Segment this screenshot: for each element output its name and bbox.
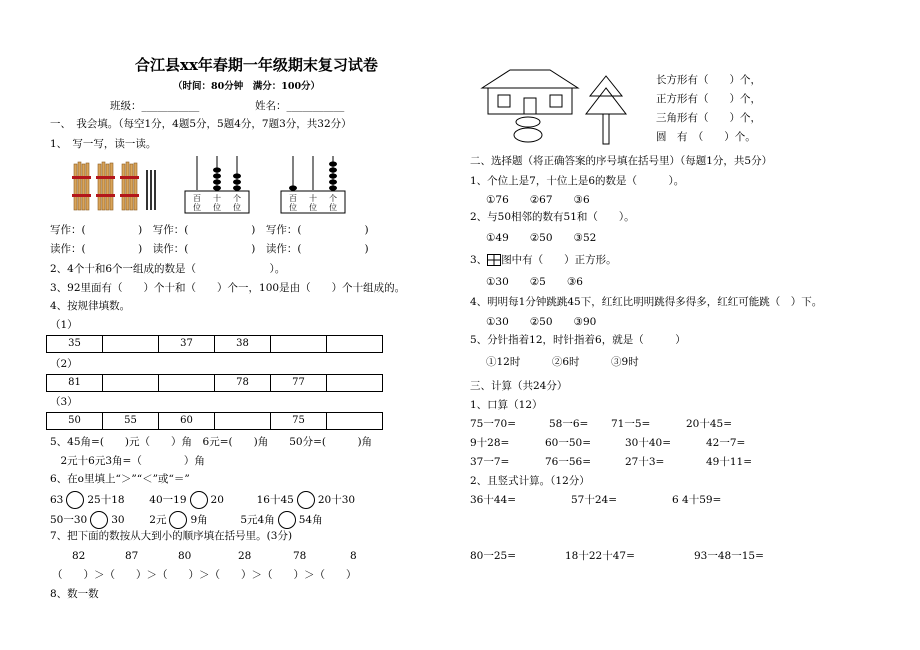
compare-left: 2元: [149, 514, 167, 526]
question-8: 8、数一数: [50, 588, 99, 600]
compare-circle[interactable]: [90, 511, 108, 529]
order-number: 82: [72, 550, 86, 562]
write-read-line: 读作：( ) 读作：( ) 读作：( ): [50, 243, 369, 255]
oral-calc-title: 1、口算（12）: [470, 399, 543, 411]
name-field: 姓名：___________: [255, 100, 345, 112]
choice-options-4[interactable]: ①30 ②50 ③90: [486, 316, 597, 328]
section-2-heading: 二、选择题（将正确答案的序号填在括号里）（每题1分，共5分）: [470, 155, 773, 167]
abacus-label: 百: [193, 194, 201, 203]
question-7: 7、把下面的数按从大到小的顺序填在括号里。(3分): [50, 530, 293, 542]
oral-calc-item: 75一70=: [470, 418, 517, 430]
sequence-label: （3）: [50, 396, 78, 408]
abacus-label: 位: [193, 203, 201, 212]
oral-calc-item: 60一50=: [545, 437, 592, 449]
choice-question-4: 4、明明每1分钟跳跳45下，红红比明明跳得多得多，红红可能跳（ ）下。: [470, 296, 823, 308]
compare-right: 20: [210, 494, 224, 506]
sequence-cell: 77: [271, 375, 327, 392]
question-3: 3、92里面有（ ）个十和（ ）个一，100是由（ ）个十组成的。: [50, 282, 406, 294]
stick-bundles-illustration: [70, 158, 162, 213]
question-1: 1、 写一写，读一读。: [50, 138, 157, 150]
vertical-calc-item: 6 4十59=: [672, 494, 722, 506]
sequence-cell[interactable]: [215, 413, 271, 430]
abacus-label: 位: [213, 203, 221, 212]
compare-left: 16十45: [256, 494, 294, 506]
abacus-1: [182, 152, 252, 214]
sequence-cell[interactable]: [103, 375, 159, 392]
sequence-label: （1）: [50, 319, 78, 331]
order-blanks[interactable]: （ ）＞（ ）＞（ ）＞（ ）＞（ ）＞（ ）: [52, 569, 357, 581]
oral-calc-item: 9十28=: [470, 437, 510, 449]
choice-question-3: [470, 254, 617, 266]
compare-circle[interactable]: [190, 491, 208, 509]
vertical-calc-item: 18十22十47=: [565, 550, 635, 562]
house-tree-figure: [478, 68, 638, 150]
sequence-cell[interactable]: [271, 336, 327, 353]
vertical-calc-item: 57十24=: [571, 494, 618, 506]
abacus-label: 十: [309, 194, 317, 203]
vertical-calc-item: 36十44=: [470, 494, 517, 506]
choice-question-3-prefix: 3、: [470, 254, 488, 266]
abacus-label: 位: [289, 203, 297, 212]
oral-calc-item: 30十40=: [625, 437, 672, 449]
page-subtitle: （时间：80分钟 满分：100分）: [173, 81, 321, 92]
compare-left: 63: [50, 494, 64, 506]
choice-question-2: 2、与50相邻的数有51和（ ）。: [470, 211, 635, 223]
shape-count-line: 圆 有 （ ）个。: [656, 131, 756, 143]
sequence-cell: 37: [159, 336, 215, 353]
choice-question-3-text: 图中有（ ）正方形。: [501, 254, 617, 266]
sequence-cell[interactable]: [327, 413, 383, 430]
choice-options-3[interactable]: ①30 ②5 ③6: [486, 276, 583, 288]
oral-calc-item: 49十11=: [706, 456, 753, 468]
abacus-label: 个: [233, 194, 241, 203]
order-number: 78: [293, 550, 307, 562]
choice-options-1[interactable]: ①76 ②67 ③6: [486, 194, 590, 206]
compare-right: 20十30: [317, 494, 356, 506]
section-3-heading: 三、计算（共24分）: [470, 380, 568, 392]
abacus-label: 位: [309, 203, 317, 212]
oral-calc-item: 71一5=: [611, 418, 651, 430]
question-4: 4、按规律填数。: [50, 300, 131, 312]
sequence-cell: 50: [47, 413, 103, 430]
abacus-label: 位: [329, 203, 337, 212]
compare-row: [50, 491, 355, 509]
sequence-table-1: [46, 335, 383, 353]
abacus-label: 位: [233, 203, 241, 212]
choice-options-5[interactable]: ①12时 ②6时 ③9时: [486, 356, 639, 368]
vertical-calc-item: 80一25=: [470, 550, 517, 562]
vertical-calc-title: 2、且竖式计算。（12分）: [470, 475, 590, 487]
oral-calc-item: 58一6=: [549, 418, 589, 430]
shape-count-line: 三角形有（ ）个，: [656, 112, 761, 124]
shape-count-line: 长方形有（ ）个，: [656, 74, 761, 86]
sequence-cell[interactable]: [103, 336, 159, 353]
compare-row: [50, 511, 323, 529]
sequence-cell: 81: [47, 375, 103, 392]
sequence-label: （2）: [50, 358, 78, 370]
sequence-table-3: [46, 412, 383, 430]
sequence-cell[interactable]: [327, 336, 383, 353]
question-2: 2、4个十和6个一组成的数是（ ）。: [50, 263, 286, 275]
section-1-heading: 一、 我会填。（每空1分，4题5分，5题4分，7题3分，共32分）: [50, 118, 352, 130]
compare-right: 30: [111, 514, 125, 526]
class-field: 班级：___________: [110, 100, 200, 112]
order-number: 80: [178, 550, 192, 562]
oral-calc-item: 37一7=: [470, 456, 510, 468]
compare-circle[interactable]: [278, 511, 296, 529]
sequence-cell: 78: [215, 375, 271, 392]
abacus-label: 百: [289, 194, 297, 203]
compare-right: 54角: [298, 514, 323, 526]
sequence-cell: 55: [103, 413, 159, 430]
vertical-calc-item: 93一48一15=: [694, 550, 764, 562]
compare-left: 5元4角: [240, 514, 275, 526]
shape-count-line: 正方形有（ ）个，: [656, 93, 761, 105]
page-title: 合江县xx年春期一年级期末复习试卷: [135, 56, 378, 74]
sequence-table-2: [46, 374, 383, 392]
choice-options-2[interactable]: ①49 ②50 ③52: [486, 232, 597, 244]
compare-circle[interactable]: [66, 491, 84, 509]
compare-right: 25十18: [87, 494, 125, 506]
compare-circle[interactable]: [169, 511, 187, 529]
order-number: 87: [125, 550, 139, 562]
question-5-line-1: 5、45角=( )元（ ）角 6元=( )角 50分=( )角: [50, 436, 373, 448]
abacus-label: 十: [213, 194, 221, 203]
order-number: 28: [238, 550, 252, 562]
compare-right: 9角: [190, 514, 208, 526]
oral-calc-item: 76一56=: [545, 456, 592, 468]
oral-calc-item: 27十3=: [625, 456, 665, 468]
compare-left: 50一30: [50, 514, 88, 526]
choice-question-1: 1、个位上是7，十位上是6的数是（ ）。: [470, 175, 685, 187]
oral-calc-item: 42一7=: [706, 437, 746, 449]
sequence-cell: 75: [271, 413, 327, 430]
order-number: 8: [350, 550, 357, 562]
sequence-cell: 60: [159, 413, 215, 430]
choice-question-5: 5、分针指着12，时针指着6，就是（ ）: [470, 334, 686, 346]
sequence-cell: 38: [215, 336, 271, 353]
compare-left: 40一19: [149, 494, 187, 506]
question-6: 6、在o里填上“＞”“＜”或“＝”: [50, 473, 190, 485]
question-5-line-2: 2元十6元3角=（ ）角: [50, 455, 205, 467]
sequence-cell: 35: [47, 336, 103, 353]
abacus-label: 个: [329, 194, 337, 203]
grid-square-icon: [487, 254, 501, 266]
abacus-2: [278, 152, 348, 214]
write-read-line: 写作：( ) 写作：( ) 写作：( ): [50, 224, 369, 236]
oral-calc-item: 20十45=: [686, 418, 733, 430]
sequence-cell[interactable]: [159, 375, 215, 392]
sequence-cell[interactable]: [327, 375, 383, 392]
compare-circle[interactable]: [297, 491, 315, 509]
